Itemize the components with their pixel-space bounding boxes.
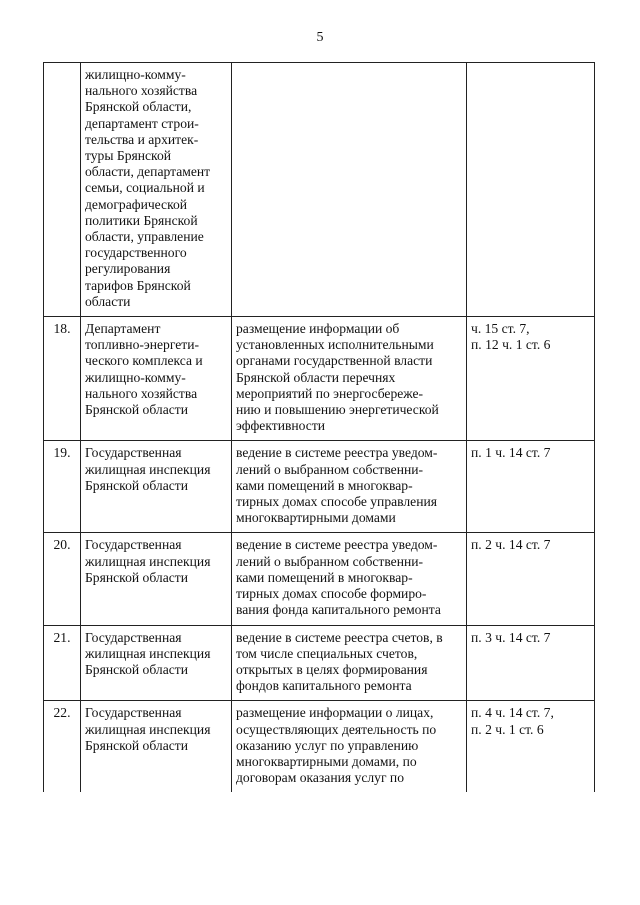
table-row (44, 701, 595, 793)
reference-line: п. 2 ч. 14 ст. 7 (471, 537, 551, 553)
authority-line: политики Брянской (85, 212, 198, 228)
description-line: размещение информации об (236, 321, 400, 337)
authority-line: топливно-энергети- (85, 337, 200, 353)
authority-line: Государственная (85, 705, 182, 721)
authority-cell (81, 625, 232, 701)
description-line: нию и повышению энергетической (236, 402, 439, 418)
reference-line: п. 2 ч. 1 ст. 6 (471, 721, 544, 737)
authority-line: жилищная инспекция (85, 461, 211, 477)
authority-line: семьи, социальной и (85, 180, 205, 196)
authority-cell (81, 317, 232, 441)
description-line: осуществляющих деятельность по (236, 721, 437, 737)
authority-line: жилищная инспекция (85, 645, 211, 661)
description-line: размещение информации о лицах, (236, 705, 434, 721)
page-number: 5 (316, 30, 324, 45)
description-line: многоквартирными домами (236, 510, 396, 526)
description-line: ками помещений в многоквар- (236, 477, 413, 493)
description-line: многоквартирными домами, по (236, 753, 417, 769)
table-row (44, 441, 595, 533)
description-line: вания фонда капитального ремонта (236, 602, 441, 618)
description-line: том числе специальных счетов, (236, 645, 418, 661)
authority-line: жилищная инспекция (85, 553, 211, 569)
row-number (44, 63, 81, 317)
description-line: ведение в системе реестра уведом- (236, 445, 438, 461)
authority-line: Брянской области, (85, 99, 192, 115)
reference-cell (467, 441, 595, 533)
authority-line: жилищно-комму- (85, 67, 186, 82)
authority-cell (81, 441, 232, 533)
description-cell (232, 625, 467, 701)
authority-cell (81, 63, 232, 317)
authority-line: области (85, 293, 131, 309)
description-line: тирных домах способе формиро- (236, 586, 427, 602)
authority-line: области, управление (85, 229, 204, 245)
authority-line: Брянской области (85, 569, 188, 585)
authority-line: Брянской области (85, 477, 188, 493)
authority-line: нального хозяйства (85, 83, 198, 99)
table-row (44, 533, 595, 625)
description-line: органами государственной власти (236, 353, 433, 369)
authority-cell (81, 533, 232, 625)
authority-line: департамент строи- (85, 115, 199, 131)
authority-line: тельства и архитек- (85, 131, 199, 147)
table-row (44, 317, 595, 441)
authority-line: жилищно-комму- (85, 369, 186, 385)
reference-cell (467, 625, 595, 701)
authority-line: Государственная (85, 629, 182, 645)
authority-line: ческого комплекса и (85, 353, 203, 369)
description-line: тирных домах способе управления (236, 494, 438, 510)
authority-line: Брянской области (85, 661, 188, 677)
description-line: открытых в целях формирования (236, 661, 428, 677)
table-row (44, 625, 595, 701)
description-cell (232, 533, 467, 625)
authority-line: туры Брянской (85, 148, 172, 164)
reference-line: п. 1 ч. 14 ст. 7 (471, 445, 551, 461)
authority-line: жилищная инспекция (85, 721, 211, 737)
description-line: ведение в системе реестра уведом- (236, 537, 438, 553)
reference-line: п. 3 ч. 14 ст. 7 (471, 629, 551, 645)
authority-line: нального хозяйства (85, 385, 198, 401)
row-number: 21. (44, 625, 81, 701)
description-cell (232, 317, 467, 441)
authority-line: области, департамент (85, 164, 211, 180)
reference-cell (467, 533, 595, 625)
reference-cell (467, 317, 595, 441)
authority-line: регулирования (85, 261, 171, 277)
description-line: эффективности (236, 418, 326, 434)
authority-line: государственного (85, 245, 187, 261)
authorities-table (43, 62, 595, 792)
description-line: Брянской области перечнях (236, 369, 396, 385)
description-line: ведение в системе реестра счетов, в (236, 629, 443, 645)
description-line: оказанию услуг по управлению (236, 737, 419, 753)
row-number: 22. (44, 701, 81, 793)
description-line: мероприятий по энергосбереже- (236, 385, 424, 401)
reference-line: п. 12 ч. 1 ст. 6 (471, 337, 551, 353)
authority-line: Брянской области (85, 737, 188, 753)
authority-line: Брянской области (85, 402, 188, 418)
description-line: лений о выбранном собственни- (236, 461, 424, 477)
reference-cell (467, 701, 595, 793)
authority-cell (81, 701, 232, 793)
description-line: установленных исполнительными (236, 337, 434, 353)
authority-line: тарифов Брянской (85, 277, 191, 293)
description-line: договорам оказания услуг по (236, 770, 404, 786)
description-line: фондов капитального ремонта (236, 678, 412, 694)
table-row (44, 63, 595, 317)
description-line: ками помещений в многоквар- (236, 569, 413, 585)
reference-line: п. 4 ч. 14 ст. 7, (471, 705, 554, 721)
reference-line: ч. 15 ст. 7, (471, 321, 530, 337)
row-number: 18. (44, 317, 81, 441)
authority-line: демографической (85, 196, 188, 212)
reference-cell (467, 63, 595, 317)
row-number: 20. (44, 533, 81, 625)
description-cell (232, 63, 467, 317)
authority-line: Государственная (85, 537, 182, 553)
description-cell (232, 701, 467, 793)
row-number: 19. (44, 441, 81, 533)
authority-line: Государственная (85, 445, 182, 461)
authority-line: Департамент (85, 321, 161, 337)
description-cell (232, 441, 467, 533)
description-line: лений о выбранном собственни- (236, 553, 424, 569)
